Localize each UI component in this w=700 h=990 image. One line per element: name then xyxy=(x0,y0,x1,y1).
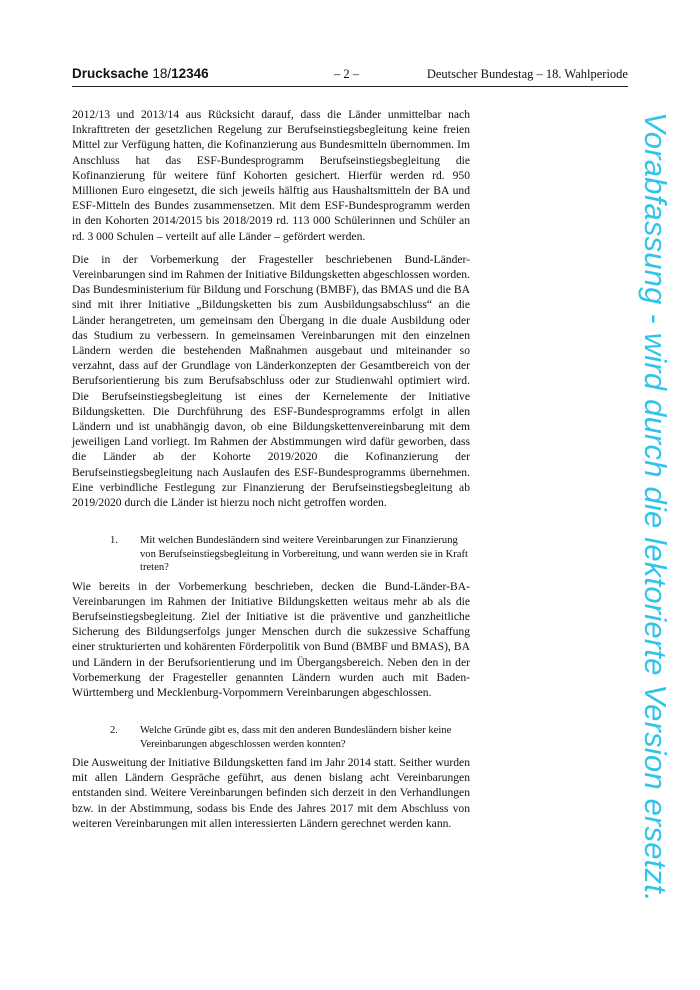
doc-label: Drucksache xyxy=(72,66,149,81)
question-2 xyxy=(72,724,470,751)
paragraph: 2012/13 und 2013/14 aus Rücksicht darauf, dass die Länder unmittelbar nach Inkrafttreten der gesetzlichen Regelung zur Berufseinstiegsbegleitung keine freien Mittel zur Verfügung hatten, die Kofinanzierung aus Bundesmitteln übernommen. Im Anschluss hat das ESF-Bundesprogramm Berufseinstiegsbegleitung die Kofinanzierung für weitere fünf Kohorten gesichert. Hierfür werden rd. 950 Millionen Euro eingesetzt, die sich jeweils hälftig aus Haushaltsmitteln der BA und ESF-Mitteln des Bundes zusammensetzen. Mit dem ESF-Bundesprogramm werden in den Kohorten 2014/2015 bis 2018/2019 rd. 113 000 Schülerinnen und Schüler an rd. 3 000 Schulen – verteilt auf alle Länder – gefördert werden. xyxy=(72,108,470,243)
page-header xyxy=(72,66,628,87)
paragraph: Die in der Vorbemerkung der Fragesteller beschriebenen Bund-Länder-Vereinbarungen sind im Rahmen der Initiative Bildungsketten abgeschlossen worden. Das Bundesministerium für Bildung und Forschung (BMBF), das BMAS und die BA sind mit ihrer Initiative „Bildungsketten bis zum Ausbildungsabschluss“ an die Länder herangetreten, um gemeinsam den Übergang in die duale Ausbildung oder das Studium zu verbessern. In gemeinsamen Vereinbarungen mit den einzelnen Ländern werden die bestehenden Maßnahmen ausgebaut und miteinander so verzahnt, dass auf der Grundlage von Länderkonzepten der Gesamtbereich von der Berufsorientierung bis zum Berufsabschluss oder zur Studienwahl optimiert wird. Die Berufseinstiegsbegleitung ist eines der Kernelemente der Initiative Bildungsketten. Die Durchführung des ESF-Bundesprogramms erfolgt in allen Ländern und ist unabhängig davon, ob eine Bildungskettenvereinbarung mit dem jeweiligen Land vorliegt. Im Rahmen der Abstimmungen wird dafür geworben, dass die Länder ab der Kohorte 2019/2020 die Kofinanzierung der Berufseinstiegsbegleitung nach Auslaufen des ESF-Bundesprogramms übernehmen. Eine verbindliche Festlegung zur Finanzierung der Berufseinstiegsbegleitung ab 2019/2020 durch die Länder ist hierzu noch nicht getroffen worden. xyxy=(72,252,470,510)
question-text: Mit welchen Bundesländern sind weitere Vereinbarungen zur Finanzierung von Berufseinstiegsbegleitung in Vorbereitung, und wann werden sie in Kraft treten? xyxy=(140,535,468,574)
doc-number-main: 12346 xyxy=(171,66,209,81)
answer-2: Die Ausweitung der Initiative Bildungsketten fand im Jahr 2014 statt. Seither wurden mit allen Ländern Gespräche geführt, aus denen bislang acht Vereinbarungen entstanden sind. Weitere Vereinbarungen befinden sich derzeit in den Verhandlungen bzw. in der Abstimmung, sodass bis Ende des Jahres 2017 mit dem Abschluss von weiteren Vereinbarungen mit allen interessierten Ländern gerechnet werden kann. xyxy=(72,755,470,830)
question-number: 2. xyxy=(110,725,118,737)
page-number: – 2 – xyxy=(334,67,359,81)
answer-1: Wie bereits in der Vorbemerkung beschrieben, decken die Bund-Länder-BA-Vereinbarungen im Rahmen der Initiative Bildungsketten weitaus mehr ab als die Berufseinstiegsbegleitung. Ziel der Initiative ist die präventive und ganzheitliche Sicherung des Bildungserfolgs junger Menschen durch die sukzessive Schaffung einer strukturierten und kohärenten Förderpolitik von Bund (BMBF und BMAS), BA und Ländern in der Berufsorientierung und im Übergangsbereich. Neben den in der Vorbemerkung der Fragesteller genannten Ländern wurden auch mit Baden-Württemberg und Mecklenburg-Vorpommern Vereinbarungen abgeschlossen. xyxy=(72,579,470,699)
document-number xyxy=(72,66,209,82)
watermark-text: Vorabfassung - wird durch die lektorierte Version ersetzt. xyxy=(638,112,673,902)
question-text: Welche Gründe gibt es, dass mit den anderen Bundesländern bisher keine Vereinbarungen abgeschlossen werden konnten? xyxy=(140,725,452,750)
document-body xyxy=(72,107,470,839)
question-1 xyxy=(72,534,470,574)
doc-number-prefix: 18/ xyxy=(152,66,172,81)
question-number: 1. xyxy=(110,535,118,547)
draft-watermark xyxy=(603,112,699,902)
publisher-label: Deutscher Bundestag – 18. Wahlperiode xyxy=(426,67,628,81)
